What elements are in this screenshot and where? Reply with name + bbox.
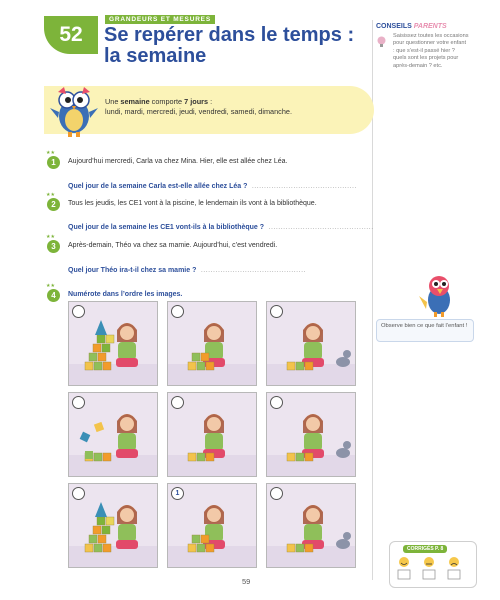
checkbox [423,570,435,579]
def-prefix: Une [105,97,121,106]
exercise-4-statement: Numérote dans l’ordre les images. [68,291,183,298]
order-number-circle[interactable] [270,396,283,409]
happy-face-icon[interactable] [398,557,410,579]
lesson-number-badge [44,16,98,54]
answer-line-3[interactable]: ........................................... [200,267,306,274]
order-number-circle[interactable] [72,396,85,409]
parrot-mascot-icon [417,272,459,318]
tip-box: Observe bien ce que fait l’enfant ! [376,319,474,342]
order-number-circle[interactable]: 1 [171,487,184,500]
order-number-circle[interactable] [72,487,85,500]
illustration-panel [266,483,356,568]
illustration-panel [266,392,356,477]
order-number-circle[interactable] [270,305,283,318]
corriges-label: CORRIGÉS P. 8 [403,545,447,553]
exercise-2-question-line [68,216,374,234]
exercise-1-question: Quel jour de la semaine Carla est-elle allée chez Léa ? [68,183,248,190]
exercise-1-statement: Aujourd’hui mercredi, Carla va chez Mina. Hier, elle est allée chez Léa. [68,158,288,165]
order-number-circle[interactable] [171,396,184,409]
exercise-number-2: 2 [47,198,60,211]
difficulty-stars: ★★ [46,283,55,289]
answer-line-2[interactable]: ........................................... [268,224,374,231]
lesson-number: 52 [59,23,83,46]
page-number: 59 [242,577,251,586]
illustration-panel [266,301,356,386]
definition-text [105,97,365,117]
order-number-circle[interactable] [72,305,85,318]
checkbox [398,570,410,579]
exercise-number-1: 1 [47,156,60,169]
self-assessment-icons [395,556,471,582]
difficulty-stars: ★★ [46,192,55,198]
bulb-icon [375,35,388,48]
difficulty-stars: ★★ [46,234,55,240]
exercise-3-question: Quel jour Théo ira-t-il chez sa mamie ? [68,267,197,274]
exercise-3-statement: Après-demain, Théo va chez sa mamie. Aujourd’hui, c’est vendredi. [68,242,278,249]
difficulty-stars: ★★ [46,150,55,156]
illustration-panel [68,392,158,477]
def-count: 7 jours [184,97,209,106]
neutral-face-icon[interactable] [423,557,435,579]
def-term: semaine [120,97,150,106]
exercise-2-question: Quel jour de la semaine les CE1 vont-ils à la bibliothèque ? [68,224,265,231]
title-line-1: Se repérer dans le temps : [104,24,355,46]
checkbox [448,570,460,579]
def-middle: comporte [149,97,185,106]
conseils-heading [376,23,447,30]
exercise-number-4: 4 [47,289,60,302]
exercise-2-statement: Tous les jeudis, les CE1 vont à la piscine, le lendemain ils vont à la bibliothèque. [68,200,317,207]
exercise-number-3: 3 [47,240,60,253]
illustration-panel [68,483,158,568]
order-number-circle[interactable] [171,305,184,318]
page-title [104,25,364,67]
owl-mascot-icon [44,78,102,138]
def-days: lundi, mardi, mercredi, jeudi, vendredi, samedi, dimanche. [105,107,292,116]
exercise-3-question-line [68,259,306,277]
illustration-panel [167,483,257,568]
illustration-panel [167,301,257,386]
exercise-1-question-line [68,175,357,193]
answer-line-1[interactable]: ........................................... [251,183,357,190]
def-suffix: : [208,97,213,106]
order-number-circle[interactable] [270,487,283,500]
illustration-panel [68,301,158,386]
sad-face-icon[interactable] [448,557,460,579]
illustration-panel [167,392,257,477]
conseils-text: Saisissez toutes les occasions pour questionner votre enfant : que s’est-il passé hier ? quels sont les projets pour après-demain ? etc. [393,33,469,69]
conseils-prefix: CONSEILS [376,23,412,30]
conseils-brand: PARENTS [413,23,447,30]
category-label: GRANDEURS ET MESURES [105,15,215,24]
title-line-2: la semaine [104,45,207,67]
